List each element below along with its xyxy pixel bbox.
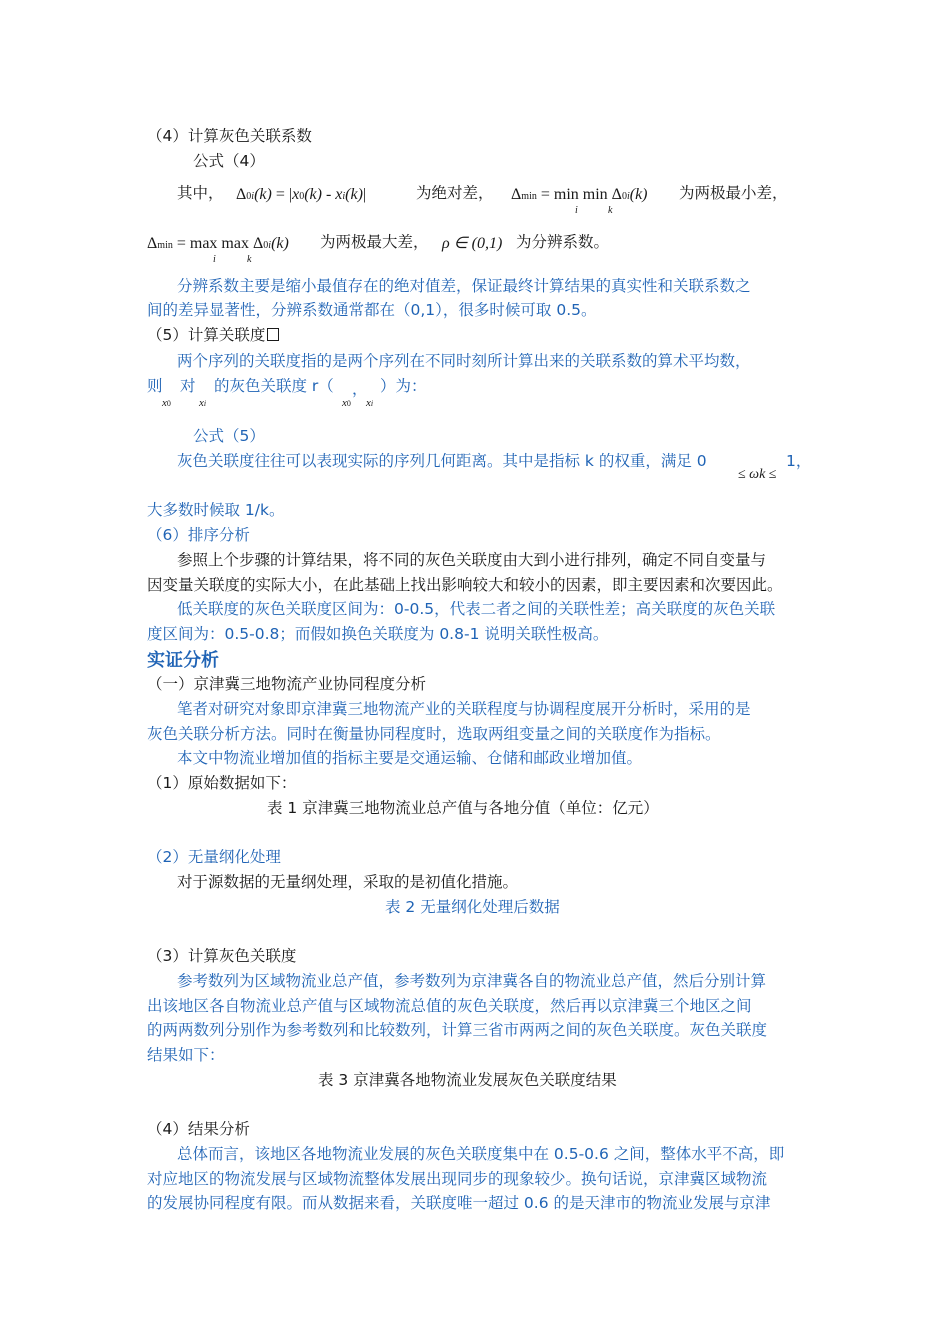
sub1-line-2: 灰色关联分析方法。同时在衡量协同程度时，选取两组变量之间的关联度作为指标。 bbox=[147, 725, 721, 743]
rho-formula: ρ ∈ (0,1) bbox=[442, 235, 503, 252]
s3-line-4: 结果如下： bbox=[147, 1046, 225, 1064]
table1-caption: 表 1 京津冀三地物流业总产值与各地分值（单位：亿元） bbox=[267, 799, 659, 817]
step5-line-1: 两个序列的关联度指的是两个序列在不同时刻所计算出来的关联系数的算术平均数， bbox=[177, 352, 751, 370]
x0-symbol: x0 bbox=[162, 397, 171, 409]
min-index-i: i bbox=[575, 205, 578, 216]
step4-heading: （4）计算灰色关联系数 bbox=[147, 127, 312, 145]
step6-line-1: 参照上个步骤的计算结果，将不同的灰色关联度由大到小进行排列，确定不同自变量与 bbox=[177, 551, 767, 569]
min-formula: Δmin = min min Δ0i(k) bbox=[511, 186, 648, 203]
step5-line-2-e: ）为： bbox=[380, 377, 427, 395]
s3-line-2: 出该地区各自物流业总产值与区域物流总值的灰色关联度，然后再以京津冀三个地区之间 bbox=[147, 997, 752, 1015]
rho-para-line-2: 间的差异显著性，分辨系数通常都在（0,1），很多时候可取 0.5。 bbox=[147, 301, 597, 319]
delta-formula: Δ0i(k) = |x0(k) - xi(k)| bbox=[236, 186, 367, 203]
weight-line-2: 大多数时候取 1/k。 bbox=[147, 501, 285, 519]
xi-symbol-2: xi bbox=[366, 397, 374, 409]
step6-line-2: 因变量关联度的实际大小，在此基础上找出影响较大和较小的因素，即主要因素和次要因此。 bbox=[147, 576, 783, 594]
s2-heading: （2）无量纲化处理 bbox=[147, 848, 281, 866]
table3-caption: 表 3 京津冀各地物流业发展灰色关联度结果 bbox=[318, 1071, 617, 1089]
weight-end: 1， bbox=[786, 452, 812, 470]
formula-5-label: 公式（5） bbox=[193, 427, 265, 445]
min-desc: 为两极最小差， bbox=[679, 184, 788, 202]
x0-symbol-2: x0 bbox=[342, 397, 351, 409]
sub1-line-3: 本文中物流业增加值的指标主要是交通运输、仓储和邮政业增加值。 bbox=[177, 749, 643, 767]
step5-heading: （5）计算关联度 bbox=[147, 323, 279, 347]
step6-line-3: 低关联度的灰色关联度区间为：0-0.5，代表二者之间的关联性差；高关联度的灰色关联 bbox=[177, 600, 776, 618]
min-index-k: k bbox=[608, 205, 613, 216]
rho-para-line-1: 分辨系数主要是缩小最值存在的绝对值差，保证最终计算结果的真实性和关联系数之 bbox=[177, 277, 751, 295]
step5-line-2-a: 则 bbox=[147, 377, 163, 395]
formula-4-label: 公式（4） bbox=[193, 152, 265, 170]
step5-line-2-d: ， bbox=[352, 380, 368, 398]
s3-line-1: 参考数列为区域物流业总产值，参考数列为京津冀各自的物流业总产值，然后分别计算 bbox=[177, 972, 767, 990]
weight-line: 灰色关联度往往可以表现实际的序列几何距离。其中是指标 k 的权重，满足 0 bbox=[177, 452, 707, 470]
sub1-line-1: 笔者对研究对象即京津冀三地物流产业的关联程度与协调程度展开分析时，采用的是 bbox=[177, 700, 751, 718]
s2-line: 对于源数据的无量纲处理，采取的是初值化措施。 bbox=[177, 873, 519, 891]
s4-line-1: 总体而言，该地区各地物流业发展的灰色关联度集中在 0.5-0.6 之间，整体水平不高，即 bbox=[177, 1145, 785, 1163]
step6-line-4: 度区间为：0.5-0.8；而假如换色关联度为 0.8-1 说明关联性极高。 bbox=[147, 625, 609, 643]
s3-heading: （3）计算灰色关联度 bbox=[147, 947, 297, 965]
s4-heading: （4）结果分析 bbox=[147, 1120, 250, 1138]
square-glyph-icon bbox=[267, 328, 279, 341]
max-index-k: k bbox=[247, 254, 252, 265]
section-title: 实证分析 bbox=[147, 650, 219, 671]
s4-line-2: 对应地区的物流发展与区域物流整体发展出现同步的现象较少。换句话说，京津冀区域物流 bbox=[147, 1170, 768, 1188]
s4-line-3: 的发展协同程度有限。而从数据来看，关联度唯一超过 0.6 的是天津市的物流业发展与京津 bbox=[147, 1194, 771, 1212]
step5-line-2-c: 的灰色关联度 r（ bbox=[214, 377, 334, 395]
max-index-i: i bbox=[213, 254, 216, 265]
where-intro: 其中， bbox=[177, 184, 224, 202]
s1-heading: （1）原始数据如下： bbox=[147, 774, 297, 792]
xi-symbol: xi bbox=[199, 397, 207, 409]
rho-desc: 为分辨系数。 bbox=[516, 233, 610, 251]
sub1-heading: （一）京津冀三地物流产业协同程度分析 bbox=[147, 675, 427, 693]
step6-heading: （6）排序分析 bbox=[147, 526, 250, 544]
max-desc: 为两极最大差， bbox=[320, 233, 429, 251]
step5-line-2-b: 对 bbox=[180, 377, 196, 395]
max-formula: Δmin = max max Δ0i(k) bbox=[147, 235, 289, 252]
weight-formula: ≤ ωk ≤ bbox=[738, 467, 777, 482]
abs-diff-label: 为绝对差， bbox=[416, 184, 494, 202]
s3-line-3: 的两两数列分别作为参考数列和比较数列，计算三省市两两之间的灰色关联度。灰色关联度 bbox=[147, 1021, 768, 1039]
table2-caption: 表 2 无量纲化处理后数据 bbox=[385, 898, 560, 916]
